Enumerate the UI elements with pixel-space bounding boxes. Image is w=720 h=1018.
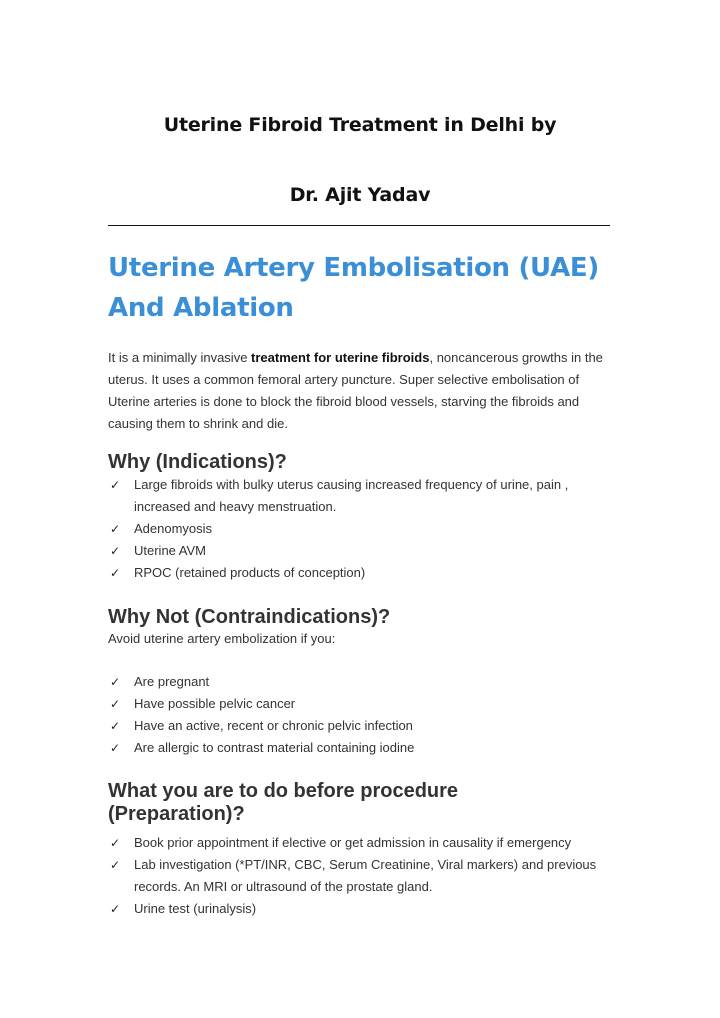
- checkmark-icon: ✓: [110, 902, 121, 916]
- list-item-text: Uterine AVM: [134, 543, 207, 558]
- list-item-text: Have an active, recent or chronic pelvic infection: [134, 718, 413, 733]
- list-item: [108, 737, 628, 759]
- intro-paragraph: [108, 347, 618, 435]
- indications-title: Why (Indications)?: [108, 451, 287, 473]
- checkmark-icon: ✓: [110, 741, 121, 755]
- preparation-list-wrap: [108, 832, 618, 920]
- intro-text-bold: treatment for uterine fibroids: [251, 350, 430, 365]
- list-item-text: Have possible pelvic cancer: [134, 696, 296, 711]
- checkmark-icon: ✓: [110, 478, 121, 492]
- list-item: [108, 854, 618, 898]
- list-item-text: Adenomyosis: [134, 521, 213, 536]
- list-item: [108, 474, 628, 518]
- main-heading: Uterine Artery Embolisation (UAE) And Ablation: [108, 253, 599, 323]
- list-item: [108, 832, 618, 854]
- list-item: [108, 671, 628, 693]
- contraindications-section: [108, 606, 628, 759]
- checkmark-icon: ✓: [110, 522, 121, 536]
- list-item: [108, 898, 618, 920]
- preparation-list: [108, 832, 618, 920]
- list-item: [108, 540, 628, 562]
- contraindications-list: [108, 671, 628, 759]
- indications-section: [108, 451, 628, 584]
- list-item-text: Urine test (urinalysis): [134, 901, 257, 916]
- list-item-text: RPOC (retained products of conception): [134, 565, 366, 580]
- list-item: [108, 715, 628, 737]
- preparation-section: [108, 780, 528, 826]
- list-item: [108, 693, 628, 715]
- list-item-text: Are pregnant: [134, 674, 210, 689]
- checkmark-icon: ✓: [110, 697, 121, 711]
- intro-text-post: , noncancerous growths in the uterus. It uses a common femoral artery puncture. Super selective embolisation of Uterine arteries is done to block the fibroid blood vessels, starving the fibroids and causing them to shrink and die.: [108, 350, 603, 431]
- document-title-line2: Dr. Ajit Yadav: [289, 184, 431, 206]
- contraindications-title: Why Not (Contraindications)?: [108, 606, 391, 628]
- list-item-text: Lab investigation (*PT/INR, CBC, Serum Creatinine, Viral markers) and previous records. An MRI or ultrasound of the prostate gland.: [134, 857, 597, 894]
- checkmark-icon: ✓: [110, 544, 121, 558]
- intro-text-pre: It is a minimally invasive: [108, 350, 252, 365]
- indications-list: [108, 474, 628, 584]
- list-item-text: Are allergic to contrast material containing iodine: [134, 740, 415, 755]
- checkmark-icon: ✓: [110, 566, 121, 580]
- list-item: [108, 518, 628, 540]
- contraindications-subtitle: Avoid uterine artery embolization if you:: [108, 631, 336, 646]
- checkmark-icon: ✓: [110, 836, 121, 850]
- document-title-line1: Uterine Fibroid Treatment in Delhi by: [163, 114, 557, 136]
- preparation-title: What you are to do before procedure (Preparation)?: [108, 780, 459, 825]
- list-item-text: Book prior appointment if elective or get admission in causality if emergency: [134, 835, 572, 850]
- checkmark-icon: ✓: [110, 858, 121, 872]
- title-divider: [108, 225, 610, 226]
- list-item-text: Large fibroids with bulky uterus causing increased frequency of urine, pain , increased and heavy menstruation.: [134, 477, 569, 514]
- list-item: [108, 562, 628, 584]
- checkmark-icon: ✓: [110, 675, 121, 689]
- spacer: [108, 649, 628, 671]
- checkmark-icon: ✓: [110, 719, 121, 733]
